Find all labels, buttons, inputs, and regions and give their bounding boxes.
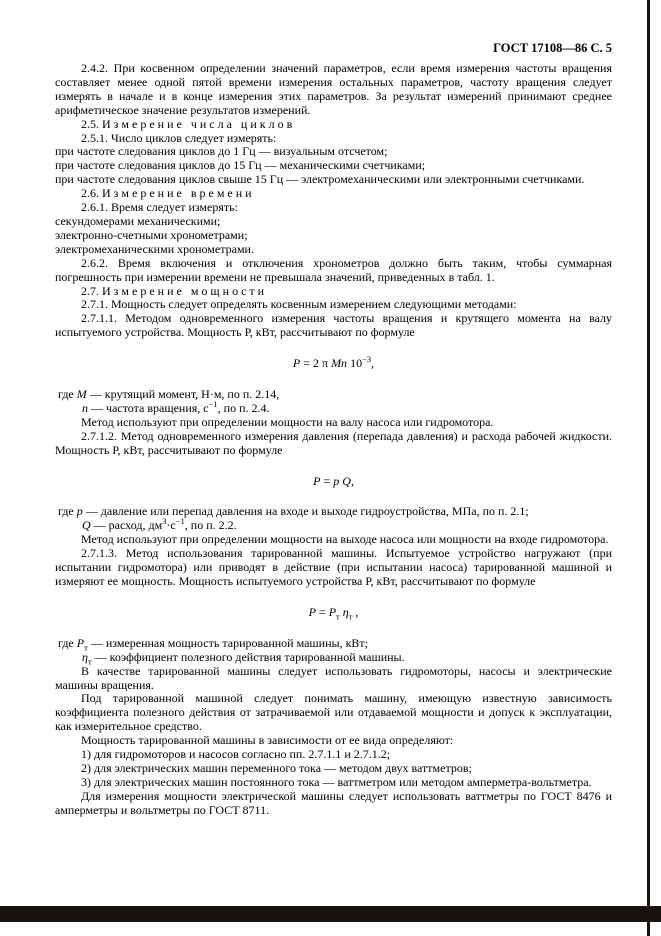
paragraph: Метод используют при определении мощности на выходе насоса или мощности на входе гидромотора. [81, 532, 609, 547]
where-clause: n — частота вращения, $с^{-1}$, по п. 2.4. [82, 398, 270, 415]
paragraph: 2.4.2. При косвенном определении значений параметров, если время измерения частоты вращения составляет менее одной пятой времени измерения остальных параметров, частоту вращения следует измерять в начале и в конце измерения этих параметров. За результат измерений принимают среднее арифметическое значение результатов измерений. [55, 61, 612, 117]
paragraph: Для измерения мощности электрической машины следует использовать ваттметры по ГОСТ 8476 и амперметры и вольтметры по ГОСТ 8711. [55, 788, 612, 817]
section-heading: 2.6. И з м е р е н и е в р е м е н и [81, 186, 252, 201]
document-body [55, 62, 612, 818]
paragraph: 2.7.1. Мощность следует определять косвенным измерением следующими методами: [81, 297, 517, 312]
where-clause: Q — расход, $дм^3\cdot с^{-1}$, по п. 2.2. [82, 516, 237, 533]
formula: P = 2 π Mn $10^{-3}$, [292, 354, 375, 371]
paragraph: 2.5.1. Число циклов следует измерять: [81, 130, 277, 145]
formula: P = p Q, [313, 473, 354, 488]
paragraph: 2.6.1. Время следует измерять: [81, 200, 238, 215]
list-item: электромеханическими хронометрами. [55, 241, 254, 256]
list-item: электронно-счетными хронометрами; [55, 227, 248, 242]
where-clause: где M — крутящий момент, Н·м, по п. 2.14, [58, 387, 280, 402]
formula: $P = P_т$ $\eta_т$ , [308, 604, 359, 622]
paragraph: В качестве тарированной машины следует использовать гидромоторы, насосы и электрические машины вращения. [55, 663, 612, 692]
where-clause: $\eta_т$ — коэффициент полезного действия тарированной машины. [82, 649, 405, 667]
paragraph: Под тарированной машиной следует понимать машину, имеющую известную зависимость коэффициента полезного действия от затрачиваемой или отдаваемой мощности и допуск к эксплуатации, как измерительное средство. [55, 691, 612, 734]
list-item: секундомерами механическими; [55, 213, 221, 228]
where-clause: где p — давление или перепад давления на входе и выходе гидроустройства, МПа, по п. 2.1; [58, 504, 529, 519]
paragraph: 2.7.1.3. Метод использования тарированной машины. Испытуемое устройство нагружают (при испытании гидромотора) или приводят в действие (при испытании насоса) тарированной машиной и измеряют ее мощность. Мощность испытуемого устройства Р, кВт, рассчитывают по формуле [55, 546, 612, 588]
list-item: 1) для гидромоторов и насосов согласно пп. 2.7.1.1 и 2.7.1.2; [81, 747, 391, 762]
paragraph: Метод используют при определении мощности на валу насоса или гидромотора. [81, 414, 494, 429]
section-heading: 2.5. И з м е р е н и е ч и с л а ц и к л о в [81, 116, 293, 131]
list-item: 3) для электрических машин постоянного тока — ваттметром или методом амперметра-вольтметра. [81, 774, 592, 789]
paragraph: 2.6.2. Время включения и отключения хронометров должно быть таким, чтобы суммарная погрешность при измерении времени не превышала значений, приведенных в табл. 1. [55, 255, 612, 284]
scan-edge-bottom [0, 906, 661, 922]
page-header: ГОСТ 17108—86 С. 5 [493, 41, 612, 55]
paragraph: 2.7.1.1. Методом одновременного измерения частоты вращения и крутящего момента на валу испытуемого устройства. Мощность Р, кВт, рассчитывают по формуле [55, 311, 612, 340]
section-heading: 2.7. И з м е р е н и е м о щ н о с т и [81, 283, 265, 298]
list-item: при частоте следования циклов до 1 Гц — визуальным отсчетом; [55, 144, 388, 159]
paragraph: Мощность тарированной машины в зависимости от ее вида определяют: [81, 733, 454, 748]
where-clause: где $P_т$ — измеренная мощность тарированной машины, кВт; [58, 635, 368, 653]
list-item: при частоте следования циклов свыше 15 Гц — электромеханическими или электронными счетчиками. [55, 172, 585, 187]
paragraph: 2.7.1.2. Метод одновременного измерения давления (перепада давления) и расхода рабочей жидкости. Мощность Р, кВт, рассчитывают по формуле [55, 428, 612, 457]
scan-edge-right [647, 0, 650, 936]
list-item: при частоте следования циклов до 15 Гц — механическими счетчиками; [55, 158, 426, 173]
list-item: 2) для электрических машин переменного тока — методом двух ваттметров; [81, 760, 472, 775]
